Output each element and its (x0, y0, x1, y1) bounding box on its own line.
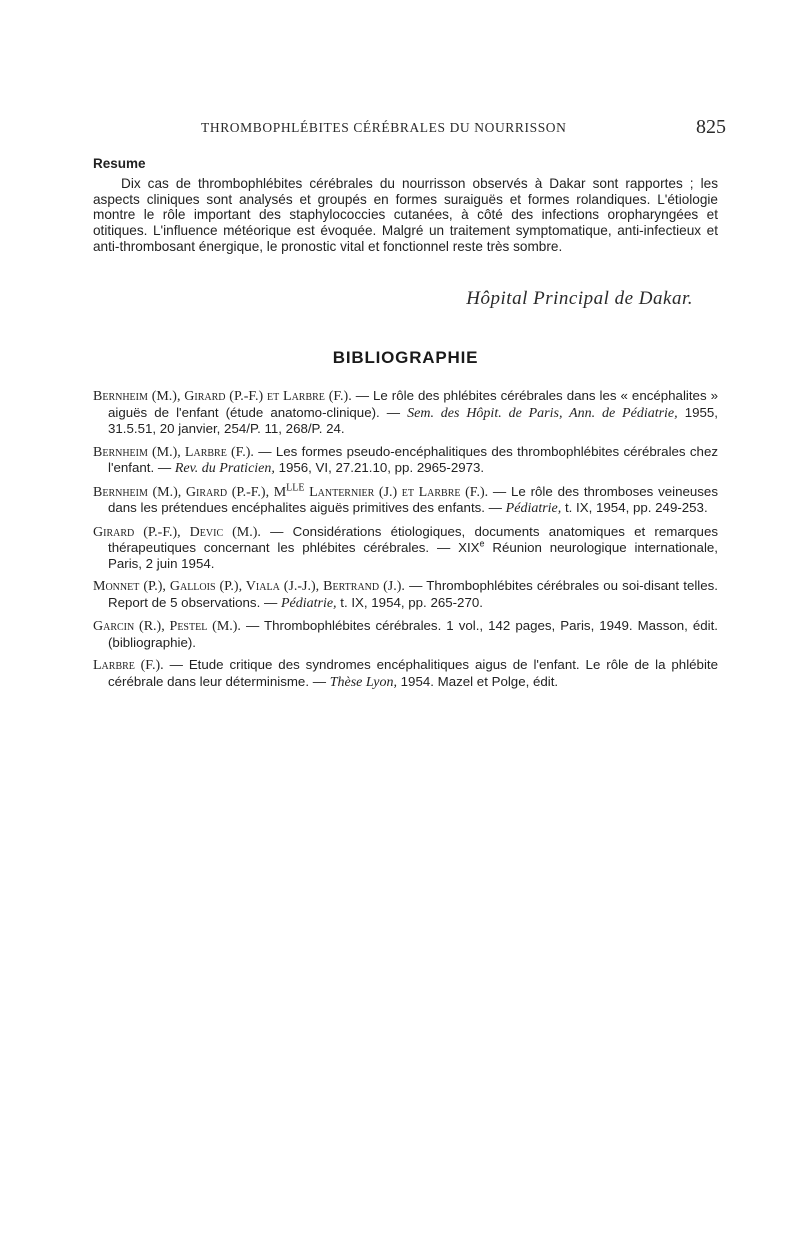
entry-body: — Thrombophlébites cérébrales ou soi-disant telles. Report de 5 observations. — (108, 578, 718, 610)
entry-authors: Monnet (P.), Gallois (P.), Viala (J.-J.), Bertrand (J.). (93, 579, 405, 594)
signature: Hôpital Principal de Dakar. (466, 288, 693, 309)
bibliography-entry (93, 388, 718, 437)
summary-paragraph: Dix cas de thrombophlébites cérébrales du nourrisson observés à Dakar sont rapportes ; les aspects cliniques sont analysés et groupés en formes suraiguës et formes rolandiques. L'étiologie montre le rôle important des staphylococcies cutanées, à côté des infections oropharyngées et otitiques. L'influence météorique est évoquée. Malgré un traitement symptomatique, anti-infectieux et anti-thrombosant énergique, le pronostic vital et fonctionnel reste très sombre. (93, 176, 718, 254)
entry-source: Pédiatrie, (280, 595, 337, 611)
bibliography-entry (93, 578, 718, 611)
entry-details: 1955, 31.5.51, 20 janvier, 254/P. 11, 268/P. 24. (108, 404, 718, 436)
entry-body-continued: Réunion neurologique internationale, Paris, 2 juin 1954. (108, 540, 718, 571)
bibliography-list (93, 388, 718, 697)
entry-details: t. IX, 1954, pp. 249-253. (561, 500, 708, 515)
running-head (93, 116, 726, 140)
entry-authors: Bernheim (M.), Girard (P.-F.) et Larbre (F.). (93, 389, 352, 404)
running-title: THROMBOPHLÉBITES CÉRÉBRALES DU NOURRISSON (201, 120, 567, 135)
entry-body: — Thrombophlébites cérébrales. 1 vol., 142 pages, Paris, 1949. Masson, édit. (bibliographie). (108, 618, 718, 650)
entry-authors: Garcin (R.), Pestel (M.). (93, 619, 241, 634)
entry-body-superscript: e (479, 538, 485, 549)
bibliography-entry (93, 618, 718, 650)
entry-source: Rev. du Praticien, (174, 461, 275, 476)
bibliography-heading: BIBLIOGRAPHIE (332, 348, 479, 367)
entry-details: 1954. Mazel et Polge, édit. (396, 673, 559, 689)
entry-authors: Girard (P.-F.), Devic (M.). (93, 524, 261, 540)
entry-details: t. IX, 1954, pp. 265-270. (336, 594, 483, 610)
entry-body: — Le rôle des thromboses veineuses dans les prétendues encéphalites aiguës primitives des enfants. — (108, 483, 718, 515)
entry-authors: Bernheim (M.), Larbre (F.). (93, 444, 254, 460)
entry-body: — Le rôle des phlébites cérébrales dans les « encéphalites » aiguës de l'enfant (étude anatomo-clinique). — (108, 388, 718, 420)
bibliography-entry (93, 524, 718, 572)
entry-body: — Etude critique des syndromes encéphalitiques aigus de l'enfant. Le rôle de la phlébite cérébrale dans leur déterminisme. — (108, 657, 718, 689)
entry-authors: Larbre (F.). (93, 658, 164, 673)
bibliography-entry (93, 479, 718, 517)
entry-details: 1956, VI, 27.21.10, pp. 2965-2973. (274, 460, 485, 475)
entry-body: — Considérations étiologiques, documents anatomiques et remarques thérapeutiques concernant les phlébites cérébrales. — XIX (108, 523, 718, 555)
bibliography-entry (93, 444, 718, 477)
entry-authors: Bernheim (M.), Girard (P.-F.), M (93, 484, 287, 500)
page-number: 825 (696, 116, 726, 138)
entry-source: Thèse Lyon, (329, 674, 397, 690)
document-page (93, 0, 726, 1250)
entry-authors-continued: Lanternier (J.) et Larbre (F.). (304, 484, 489, 500)
entry-body: — Les formes pseudo-encéphalitiques des thrombophlébites cérébrales chez l'enfant. — (108, 443, 718, 475)
entry-source: Sem. des Hôpit. de Paris, Ann. de Pédiatrie, (407, 405, 678, 421)
summary-heading: Resume (93, 156, 146, 171)
bibliography-entry (93, 657, 718, 690)
entry-source: Pédiatrie, (505, 501, 562, 516)
entry-authors-superscript: lle (286, 479, 305, 495)
